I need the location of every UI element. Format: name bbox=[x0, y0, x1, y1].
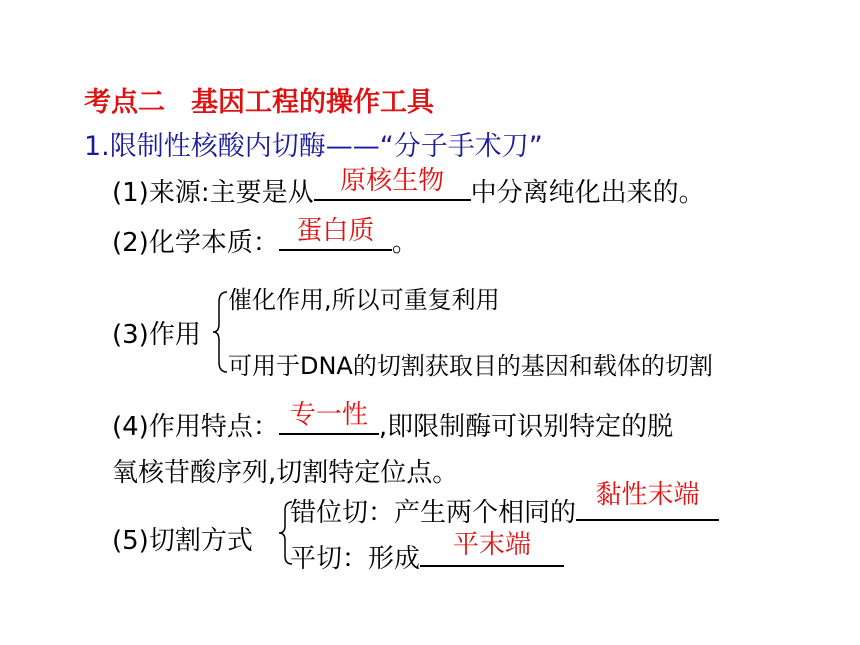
feature-line2: 氧核苷酸序列,切割特定位点。 bbox=[112, 458, 459, 488]
cut-line1-answer: 黏性末端 bbox=[595, 480, 700, 510]
nature-answer: 蛋白质 bbox=[296, 216, 375, 246]
cut-line2-blank bbox=[420, 530, 564, 567]
cut-label: (5)切割方式 bbox=[112, 526, 253, 556]
nature-post: 。 bbox=[391, 228, 418, 258]
nature-blank bbox=[279, 216, 392, 251]
nature-pre: (2)化学本质： bbox=[112, 228, 279, 258]
source-pre: (1)来源:主要是从 bbox=[112, 178, 314, 208]
feature-post: ,即限制酶可识别特定的脱 bbox=[378, 412, 674, 442]
section-heading: 1.限制性核酸内切酶——“分子手术刀” bbox=[84, 131, 543, 162]
slide-title bbox=[84, 80, 434, 119]
cut-line1-blank bbox=[576, 480, 719, 521]
title-part2: 基因工程的操作工具 bbox=[191, 87, 434, 118]
cut-line1-pre: 错位切：产生两个相同的 bbox=[290, 498, 577, 528]
source-blank bbox=[314, 166, 471, 201]
source-answer: 原核生物 bbox=[340, 166, 445, 196]
function-label: (3)作用 bbox=[112, 320, 201, 350]
feature-pre: (4)作用特点： bbox=[112, 412, 279, 442]
cut-line2-answer: 平末端 bbox=[453, 530, 532, 560]
item-nature bbox=[112, 216, 418, 259]
cut-line2-pre: 平切：形成 bbox=[290, 544, 421, 574]
cut-line2 bbox=[290, 530, 564, 575]
item-feature bbox=[112, 400, 674, 443]
feature-blank bbox=[279, 400, 379, 435]
function-line2: 可用于DNA的切割获取目的基因和载体的切割 bbox=[228, 352, 713, 380]
function-line1: 催化作用,所以可重复利用 bbox=[228, 286, 500, 314]
feature-answer: 专一性 bbox=[289, 400, 368, 430]
source-post: 中分离纯化出来的。 bbox=[470, 178, 705, 208]
title-part1: 考点二 bbox=[84, 87, 165, 118]
item-source bbox=[112, 166, 705, 209]
